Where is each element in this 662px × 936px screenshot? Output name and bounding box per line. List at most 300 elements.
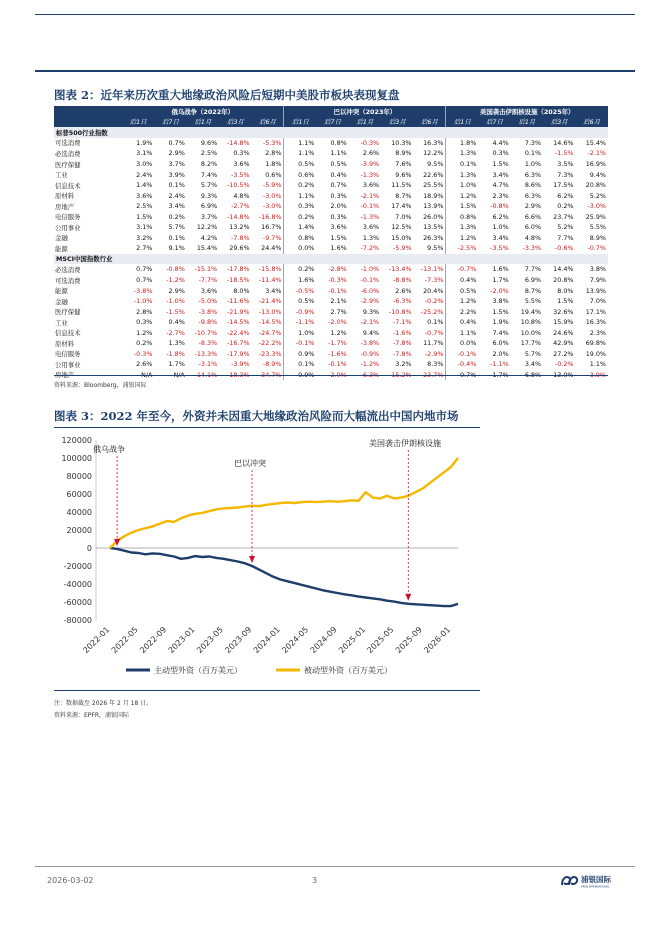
x-tick-label: 2023-01 [166,625,197,656]
table-cell: -5.3% [262,138,282,147]
table-cell: -17.8% [226,265,250,274]
table-cell: -1.5% [554,149,574,158]
header-corner [54,117,122,128]
table-cell: -3.0% [262,202,282,211]
table-cell: 2.8% [136,307,153,316]
table-cell: 9.6% [200,138,218,147]
table-cell: -8.9% [262,360,282,369]
table-row [54,169,608,180]
table-cell: 1.5% [136,212,153,221]
event-annotation: 美国袭击伊朗核设施 [369,439,441,448]
table-cell: 3.6% [330,223,347,232]
table-cell: 2.9% [524,202,542,211]
table-cell: -14.8% [226,138,250,147]
period-header: 后1月 [349,117,381,128]
table-cell: -1.3% [360,170,380,179]
table-cell: 2.1% [330,297,347,306]
table-cell: 6.9% [200,202,218,211]
group-name: MSCI中国指数行业 [54,254,608,265]
table-cell: 2.9% [168,286,185,295]
table-cell: 1.4% [284,222,316,233]
table-cell: -0.1% [328,286,347,295]
x-tick-label: 2024-01 [251,625,282,656]
table-cell: -13.1% [420,265,444,274]
table-cell: 0.1% [168,181,185,190]
sector-label: 电信服务 [55,213,81,222]
table-cell: 0.3% [233,149,250,158]
header-rule [35,14,635,71]
table-cell: 8.7% [524,286,542,295]
table-cell: 0.5% [284,159,316,170]
table-cell: 3.4% [492,170,509,179]
table-cell: 9.1% [168,244,185,253]
table-cell: -2.0% [490,286,509,295]
table-row [54,285,608,296]
table-cell: 5.2% [557,223,574,232]
table-cell: 1.0% [446,180,478,191]
table-cell: 20.4% [423,286,444,295]
table-cell: 1.7% [492,276,509,285]
period-header: 后1月 [511,117,543,128]
sector-label: 医疗保健 [55,308,81,317]
table-cell: 0.7% [136,265,153,274]
table-cell: 7.7% [557,233,574,242]
chart-top-rule [54,427,480,428]
table-row [54,264,608,275]
table-cell: 15.4% [196,244,218,253]
table-cell: 16.9% [585,160,606,168]
table-cell: 0.4% [446,275,478,286]
table-cell: -1.1% [284,317,316,328]
table-cell: 12.2% [196,223,218,232]
sector-label: 金融 [55,234,68,243]
table-cell: -2.9% [424,349,444,358]
x-tick-label: 2022-05 [109,625,140,656]
table-cell: 5.7% [168,223,185,232]
table-cell: 13.9% [585,286,606,295]
sector-label: 必选消费 [55,265,81,274]
table-cell: 1.8% [265,160,282,168]
y-tick-label: 0 [86,544,92,553]
period-header: 后1日 [122,117,154,128]
period-header: 后6月 [414,117,446,128]
table-cell: 1.3% [446,148,478,159]
figure3-title: 图表 3：2022 年至今，外资并未因重大地缘政治风险而大幅流出中国内地市场 [54,409,459,423]
table-row [54,243,608,254]
table-cell: -10.5% [226,181,250,190]
table-row [54,338,608,349]
table-row [54,201,608,212]
period-header: 后3月 [543,117,575,128]
table-cell: 13.2% [229,223,250,232]
table-cell: 2.4% [136,170,153,179]
table-cell: 20.8% [553,276,574,285]
table-cell: -0.5% [284,285,316,296]
table-cell: -11.4% [258,276,282,285]
table-cell: 27.2% [553,349,574,358]
table-cell: 1.2% [330,328,347,337]
event-annotation: 巴以冲突 [234,459,266,468]
table-cell: -0.7% [424,328,444,337]
table-cell: 1.5% [557,297,574,306]
period-header: 后3月 [219,117,251,128]
table-cell: 0.3% [330,191,347,200]
table-cell: 1.6% [330,244,347,253]
sector-label: 原材料 [55,192,75,201]
table-cell: 0.6% [284,169,316,180]
table-cell: -0.2% [554,360,574,369]
y-tick-label: 40000 [66,508,92,517]
table-cell: 0.2% [284,180,316,191]
table-cell: -13.0% [258,307,282,316]
table-cell: -7.7% [198,276,218,285]
table-cell: -0.8% [490,202,509,211]
table-cell: -15.8% [258,265,282,274]
table-cell: 2.6% [136,360,153,369]
table-cell: 8.0% [233,286,250,295]
table-cell: 0.8% [446,211,478,222]
table-cell: -14.8% [226,212,250,221]
table-cell: 1.9% [136,138,153,147]
table-cell: 1.2% [446,296,478,307]
table-cell: 3.4% [524,360,542,369]
event-arrow-icon [405,594,411,601]
table-cell: -1.8% [166,349,185,358]
table-cell: 8.7% [395,191,412,200]
table-cell: -2.1% [360,191,380,200]
sector-label: 可选消费 [55,139,81,148]
table-cell: 9.4% [589,170,606,179]
table-cell: 7.4% [200,170,218,179]
table-cell: 3.8% [492,297,509,306]
table-cell: -1.6% [328,349,347,358]
sector-label: 公用事业 [55,223,81,232]
series-line-passive [110,458,458,548]
table-cell: -3.8% [133,286,153,295]
table-cell: 0.2% [168,212,185,221]
x-tick-label: 2022-01 [81,625,112,656]
table-cell: -23.3% [258,349,282,358]
table-cell: -6.0% [360,286,380,295]
table-cell: -1.2% [360,360,380,369]
table-cell: -2.7% [231,202,250,211]
figure3-note: 注：数据截至 2026 年 2 月 18 日。 [54,700,153,707]
table-cell: 1.1% [330,149,347,158]
table-cell: -1.6% [392,328,412,337]
table-cell: 0.4% [168,318,185,327]
foreign-flow-line-chart [54,430,480,688]
table-cell: 8.2% [200,160,218,168]
legend-label-active: 主动型外资（百万美元） [154,666,242,675]
table-cell: -3.0% [262,191,282,200]
table-cell: 0.2% [284,211,316,222]
table-cell: 2.8% [265,149,282,158]
table-cell: 7.3% [557,170,574,179]
table-cell: 14.6% [553,138,574,147]
table-cell: 5.7% [200,181,218,190]
table-cell: -0.1% [446,349,478,360]
table-row [54,222,608,233]
table-cell: 10.8% [520,318,542,327]
table-cell: -0.1% [360,276,380,285]
table-cell: -2.8% [328,265,347,274]
table-cell: -0.9% [360,349,380,358]
table-cell: 1.3% [446,222,478,233]
table-cell: 16.7% [261,223,282,232]
sector-label: 医疗保健 [55,160,81,169]
table-cell: 24.4% [261,244,282,253]
table-cell: 4.7% [492,181,509,190]
table-cell: 1.6% [284,275,316,286]
table-cell: 1.0% [284,327,316,338]
table-cell: 0.0% [446,338,478,349]
brand-logo-icon [560,873,622,889]
table-cell: 16.3% [585,318,606,327]
table-cell: 69.8% [585,339,606,348]
group-name: 标普500行业指数 [54,127,608,138]
table-cell: 0.2% [136,339,153,348]
table-cell: 13.5% [423,223,444,232]
series-line-active [110,548,458,606]
period-header: 后1日 [446,117,478,128]
table-cell: 42.9% [553,339,574,348]
table-cell: 2.6% [395,286,412,295]
table-row [54,317,608,328]
table-cell: 0.1% [524,149,542,158]
table-cell: 10.0% [520,328,542,337]
table-cell: -3.9% [231,360,250,369]
table-cell: 4.8% [524,233,542,242]
table-cell: 0.1% [168,233,185,242]
figure2-title: 图表 2：近年来历次重大地缘政治风险后短期中美股市板块表现复盘 [54,88,400,102]
table-row [54,211,608,222]
table-cell: 6.0% [492,339,509,348]
sector-label: 可选消费 [55,276,81,285]
table-cell: -2.7% [166,328,185,337]
table-cell: 1.8% [446,138,478,149]
table-cell: 5.7% [524,349,542,358]
y-tick-label: -80000 [63,616,92,625]
table-cell: 2.7% [330,307,347,316]
table-cell: 26.0% [423,212,444,221]
table-cell: -14.5% [258,318,282,327]
table-cell: 9.3% [200,191,218,200]
table-cell: 19.4% [520,307,542,316]
table-cell: 22.6% [423,170,444,179]
table-cell: 4.4% [492,138,509,147]
table-row [54,148,608,159]
table-cell: -1.7% [328,339,347,348]
table-cell: 16.3% [423,138,444,147]
table-cell: -1.3% [360,212,380,221]
table-cell: -9.7% [262,233,282,242]
table-cell: -16.7% [226,339,250,348]
table-cell: -1.0% [133,297,153,306]
table-cell: 17.1% [585,307,606,316]
table-cell: 6.3% [524,191,542,200]
table-cell: 1.6% [492,265,509,274]
table-cell: 5.5% [589,223,606,232]
table-cell: 3.6% [136,191,153,200]
table-cell: 3.7% [168,160,185,168]
table-cell: 9.5% [427,160,444,168]
table-cell: -11.6% [226,297,250,306]
footer-rule [35,866,635,867]
brand-name-en: SPDB INTERNATIONAL [581,885,610,889]
table-cell: 12.2% [423,149,444,158]
table-cell: 2.6% [362,149,380,158]
table-cell: 2.3% [492,191,509,200]
table-row [54,327,608,338]
y-tick-label: -60000 [63,598,92,607]
sector-label: 房地产 [55,202,75,211]
table-cell: 12.5% [391,223,412,232]
table-cell: -15.1% [194,265,218,274]
table-cell: 3.1% [136,149,153,158]
table-cell: 7.0% [395,212,412,221]
table-cell: 0.7% [330,181,347,190]
event-header: 美国袭击伊朗核设施（2025年） [446,106,608,117]
table-cell: -7.2% [360,244,380,253]
table-cell: 17.7% [520,339,542,348]
table-row [54,233,608,244]
table-cell: -0.6% [554,244,574,253]
table-cell: -0.3% [360,138,380,147]
table-cell: -0.3% [328,276,347,285]
x-tick-label: 2025-01 [337,625,368,656]
table-cell: 25.9% [585,212,606,221]
table-cell: -3.5% [490,244,509,253]
table-cell: 1.5% [492,307,509,316]
table-cell: 0.7% [168,138,185,147]
table-cell: 29.6% [229,244,250,253]
table-cell: 3.5% [557,160,574,168]
table-cell: 3.2% [136,233,153,242]
table-cell: -22.2% [258,339,282,348]
table-cell: 0.1% [284,359,316,370]
table-cell: -3.1% [198,360,218,369]
x-tick-label: 2025-05 [365,625,396,656]
y-tick-label: 20000 [66,526,92,535]
period-header: 后6月 [575,117,608,128]
table-cell: 5.5% [524,297,542,306]
table-cell: -2.0% [328,318,347,327]
table-cell: -5.9% [392,244,412,253]
table-cell: 13.9% [423,202,444,211]
event-annotation: 俄乌战争 [93,445,125,454]
table-cell: 3.7% [200,212,218,221]
table-cell: 0.1% [446,159,478,170]
table-cell: -5.0% [198,297,218,306]
table-cell: -0.1% [328,360,347,369]
table-cell: 9.6% [395,170,412,179]
table-cell: 3.1% [136,223,153,232]
table-cell: 14.4% [553,265,574,274]
table-cell: -1.1% [490,360,509,369]
table-cell: -21.4% [258,297,282,306]
sector-label: 信息技术 [55,329,81,338]
event-header: 巴以冲突（2023年） [284,106,446,117]
table-cell: -0.1% [360,202,380,211]
table-cell: 3.6% [233,160,250,168]
table-cell: -0.1% [284,338,316,349]
table-cell: 1.3% [362,233,380,242]
y-tick-label: -20000 [63,562,92,571]
table-cell: 0.3% [284,201,316,212]
period-header: 后3月 [381,117,413,128]
table-cell: 2.5% [200,149,218,158]
table-cell: 11.5% [391,181,412,190]
table-cell: 17.4% [391,202,412,211]
table-cell: 15.0% [391,233,412,242]
table-cell: 9.5% [427,244,444,253]
y-tick-label: 100000 [61,454,92,463]
sector-label: 公用事业 [55,360,81,369]
table-cell: 1.2% [446,233,478,244]
y-tick-label: 60000 [66,490,92,499]
group-header-row [54,254,608,265]
table-cell: 2.3% [589,328,606,337]
sector-label: 能源 [55,287,68,296]
table-cell: 6.3% [524,170,542,179]
table-cell: 0.6% [265,170,282,179]
table-cell: -8.3% [198,339,218,348]
x-tick-label: 2023-05 [195,625,226,656]
table-cell: -25.2% [420,307,444,316]
period-header: 后7日 [316,117,348,128]
table-cell: 3.0% [136,160,153,168]
table-row [54,359,608,370]
table-cell: -0.7% [446,264,478,275]
table-cell: -6.3% [392,297,412,306]
table-cell: -3.0% [587,202,606,211]
table-cell: 7.6% [395,160,412,168]
table-cell: 24.6% [553,328,574,337]
table-row [54,306,608,317]
table-cell: 2.0% [330,202,347,211]
table-cell: 1.1% [284,138,316,149]
event-arrow-icon [249,556,255,563]
header-corner [54,106,122,117]
table-cell: 1.4% [136,181,153,190]
table-cell: 2.2% [446,306,478,317]
footer-date: 2026-03-02 [47,876,94,885]
table-cell: 1.1% [446,327,478,338]
period-header: 后7日 [154,117,186,128]
table-cell: -1.5% [166,307,185,316]
table-cell: 1.3% [168,339,185,348]
table-cell: 11.7% [423,339,444,348]
table-cell: 3.6% [362,223,380,232]
chart-bottom-rule [54,690,480,691]
table-cell: 26.3% [423,233,444,242]
table-cell: 2.7% [136,244,153,253]
table-cell: 1.5% [446,201,478,212]
header-bar [35,70,635,72]
figure3-source: 资料来源：EPFR，浦银国际 [54,712,130,719]
table-cell: 0.4% [330,170,347,179]
table-cell: -2.5% [446,243,478,254]
table-cell: -8.8% [392,276,412,285]
table-row [54,180,608,191]
table-cell: 3.2% [395,360,412,369]
table-cell: 3.6% [200,286,218,295]
figure2-source: 资料来源：Bloomberg，浦银国际 [54,382,147,389]
table-cell: 2.9% [168,149,185,158]
table-cell: -2.1% [360,318,380,327]
table-cell: 23.7% [553,212,574,221]
table-cell: 15.9% [553,318,574,327]
